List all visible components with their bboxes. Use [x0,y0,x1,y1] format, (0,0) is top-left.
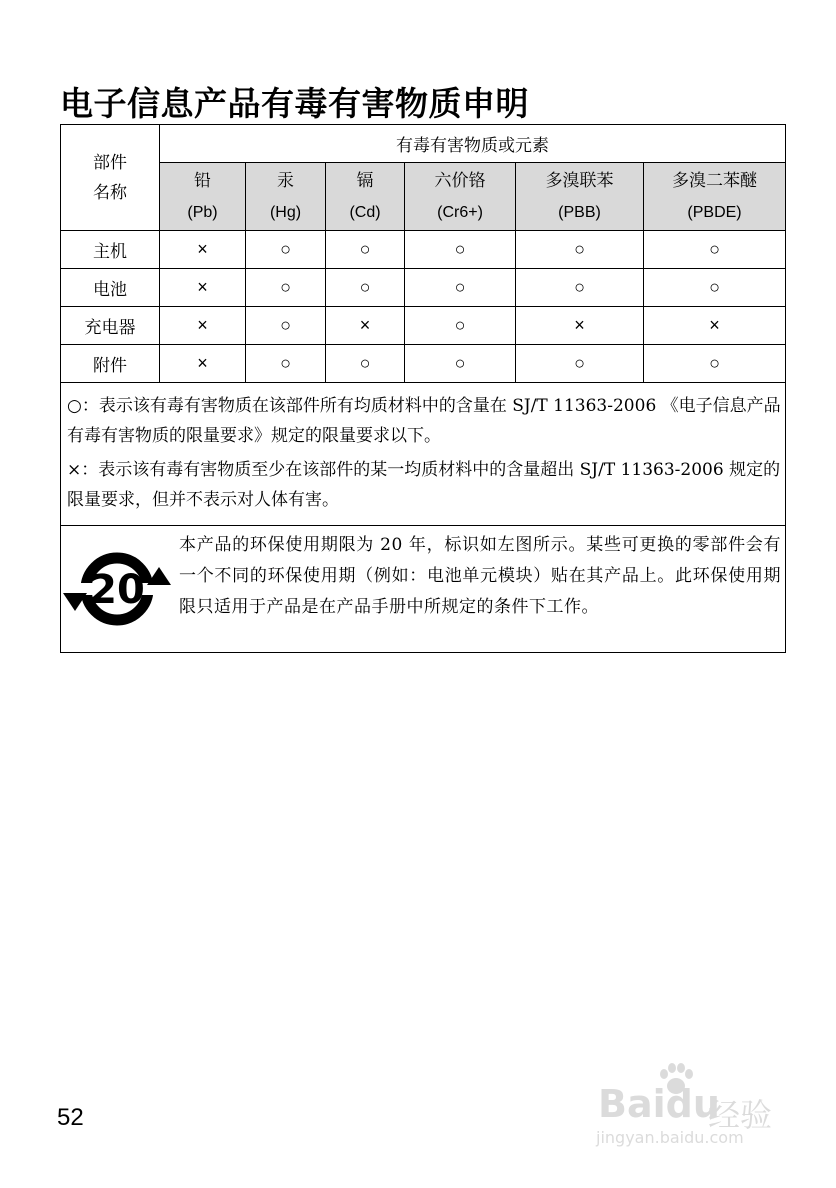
table-cell: ○ [246,345,326,383]
column-header-mercury [246,163,326,231]
table-cell: ○ [326,269,405,307]
table-cell: ○ [405,231,516,269]
column-cn: 镉 [356,170,374,191]
epup-logo-number: 20 [89,567,145,613]
elements-header: 有毒有害物质或元素 [160,125,786,163]
column-cn: 多溴二苯醚 [672,170,758,191]
table-cell: ○ [246,269,326,307]
cross-note: ×：表示该有毒有害物质至少在该部件的某一均质材料中的含量超出 SJ/T 11363-2006 规定的限量要求，但并不表示对人体有害。 [67,460,781,510]
part-name: 充电器 [61,307,160,345]
column-header-lead [160,163,246,231]
epup-20-logo-icon [61,526,173,652]
part-name: 电池 [61,269,160,307]
table-cell: ○ [246,307,326,345]
table-cell: ○ [246,231,326,269]
table-cell: ○ [644,345,786,383]
baidu-jingyan-watermark [590,1062,790,1162]
epup-description: 本产品的环保使用期限为 20 年，标识如左图所示。某些可更换的零部件会有一个不同的环保使用期（例如：电池单元模块）贴在其产品上。此环保使用期限只适用于产品是在产品手册中所规定的条件下工作。 [179,535,782,617]
column-header-chromium [405,163,516,231]
table-cell: × [644,307,786,345]
column-header-pbb [516,163,644,231]
table-cell: × [160,269,246,307]
table-cell: ○ [326,231,405,269]
parts-header-line2: 名称 [93,182,127,203]
parts-name-header [61,125,160,231]
page-title: 电子信息产品有毒有害物质申明 [60,84,529,123]
table-cell: × [326,307,405,345]
page-number: 52 [57,1104,84,1131]
column-header-cadmium [326,163,405,231]
notes-cell [61,383,786,526]
column-cn: 铅 [194,170,211,191]
table-cell: ○ [644,231,786,269]
part-name: 附件 [61,345,160,383]
table-cell: ○ [405,269,516,307]
circle-note: ○：表示该有毒有害物质在该部件所有均质材料中的含量在 SJ/T 11363-2006 《电子信息产品有毒有害物质的限量要求》规定的限量要求以下。 [67,396,781,446]
part-name: 主机 [61,231,160,269]
table-row [61,345,786,383]
table-cell: ○ [644,269,786,307]
table-cell: × [160,345,246,383]
column-cn: 六价铬 [434,170,486,191]
column-header-pbde [644,163,786,231]
table-cell: ○ [326,345,405,383]
table-cell: ○ [405,345,516,383]
epup-cell [61,526,786,653]
column-symbol: (Cd) [349,203,381,221]
watermark-brand: Baidu [598,1082,720,1126]
table-cell: × [516,307,644,345]
column-symbol: (PBB) [558,203,601,221]
column-symbol: (Cr6+) [437,203,483,221]
watermark-cn: 经验 [708,1096,773,1134]
table-row [61,269,786,307]
column-symbol: (Hg) [269,203,302,221]
table-cell: × [160,307,246,345]
parts-header-line1: 部件 [93,152,127,173]
hazardous-substances-table [60,124,786,653]
column-symbol: (PBDE) [687,203,742,221]
column-cn: 汞 [277,170,294,191]
watermark-url: jingyan.baidu.com [596,1128,744,1147]
recycle-arrows-icon [61,549,173,629]
table-cell: × [160,231,246,269]
table-cell: ○ [516,269,644,307]
column-cn: 多溴联苯 [545,170,614,191]
table-cell: ○ [516,345,644,383]
table-cell: ○ [405,307,516,345]
table-cell: ○ [516,231,644,269]
table-row [61,307,786,345]
column-symbol: (Pb) [187,203,218,221]
table-row [61,231,786,269]
